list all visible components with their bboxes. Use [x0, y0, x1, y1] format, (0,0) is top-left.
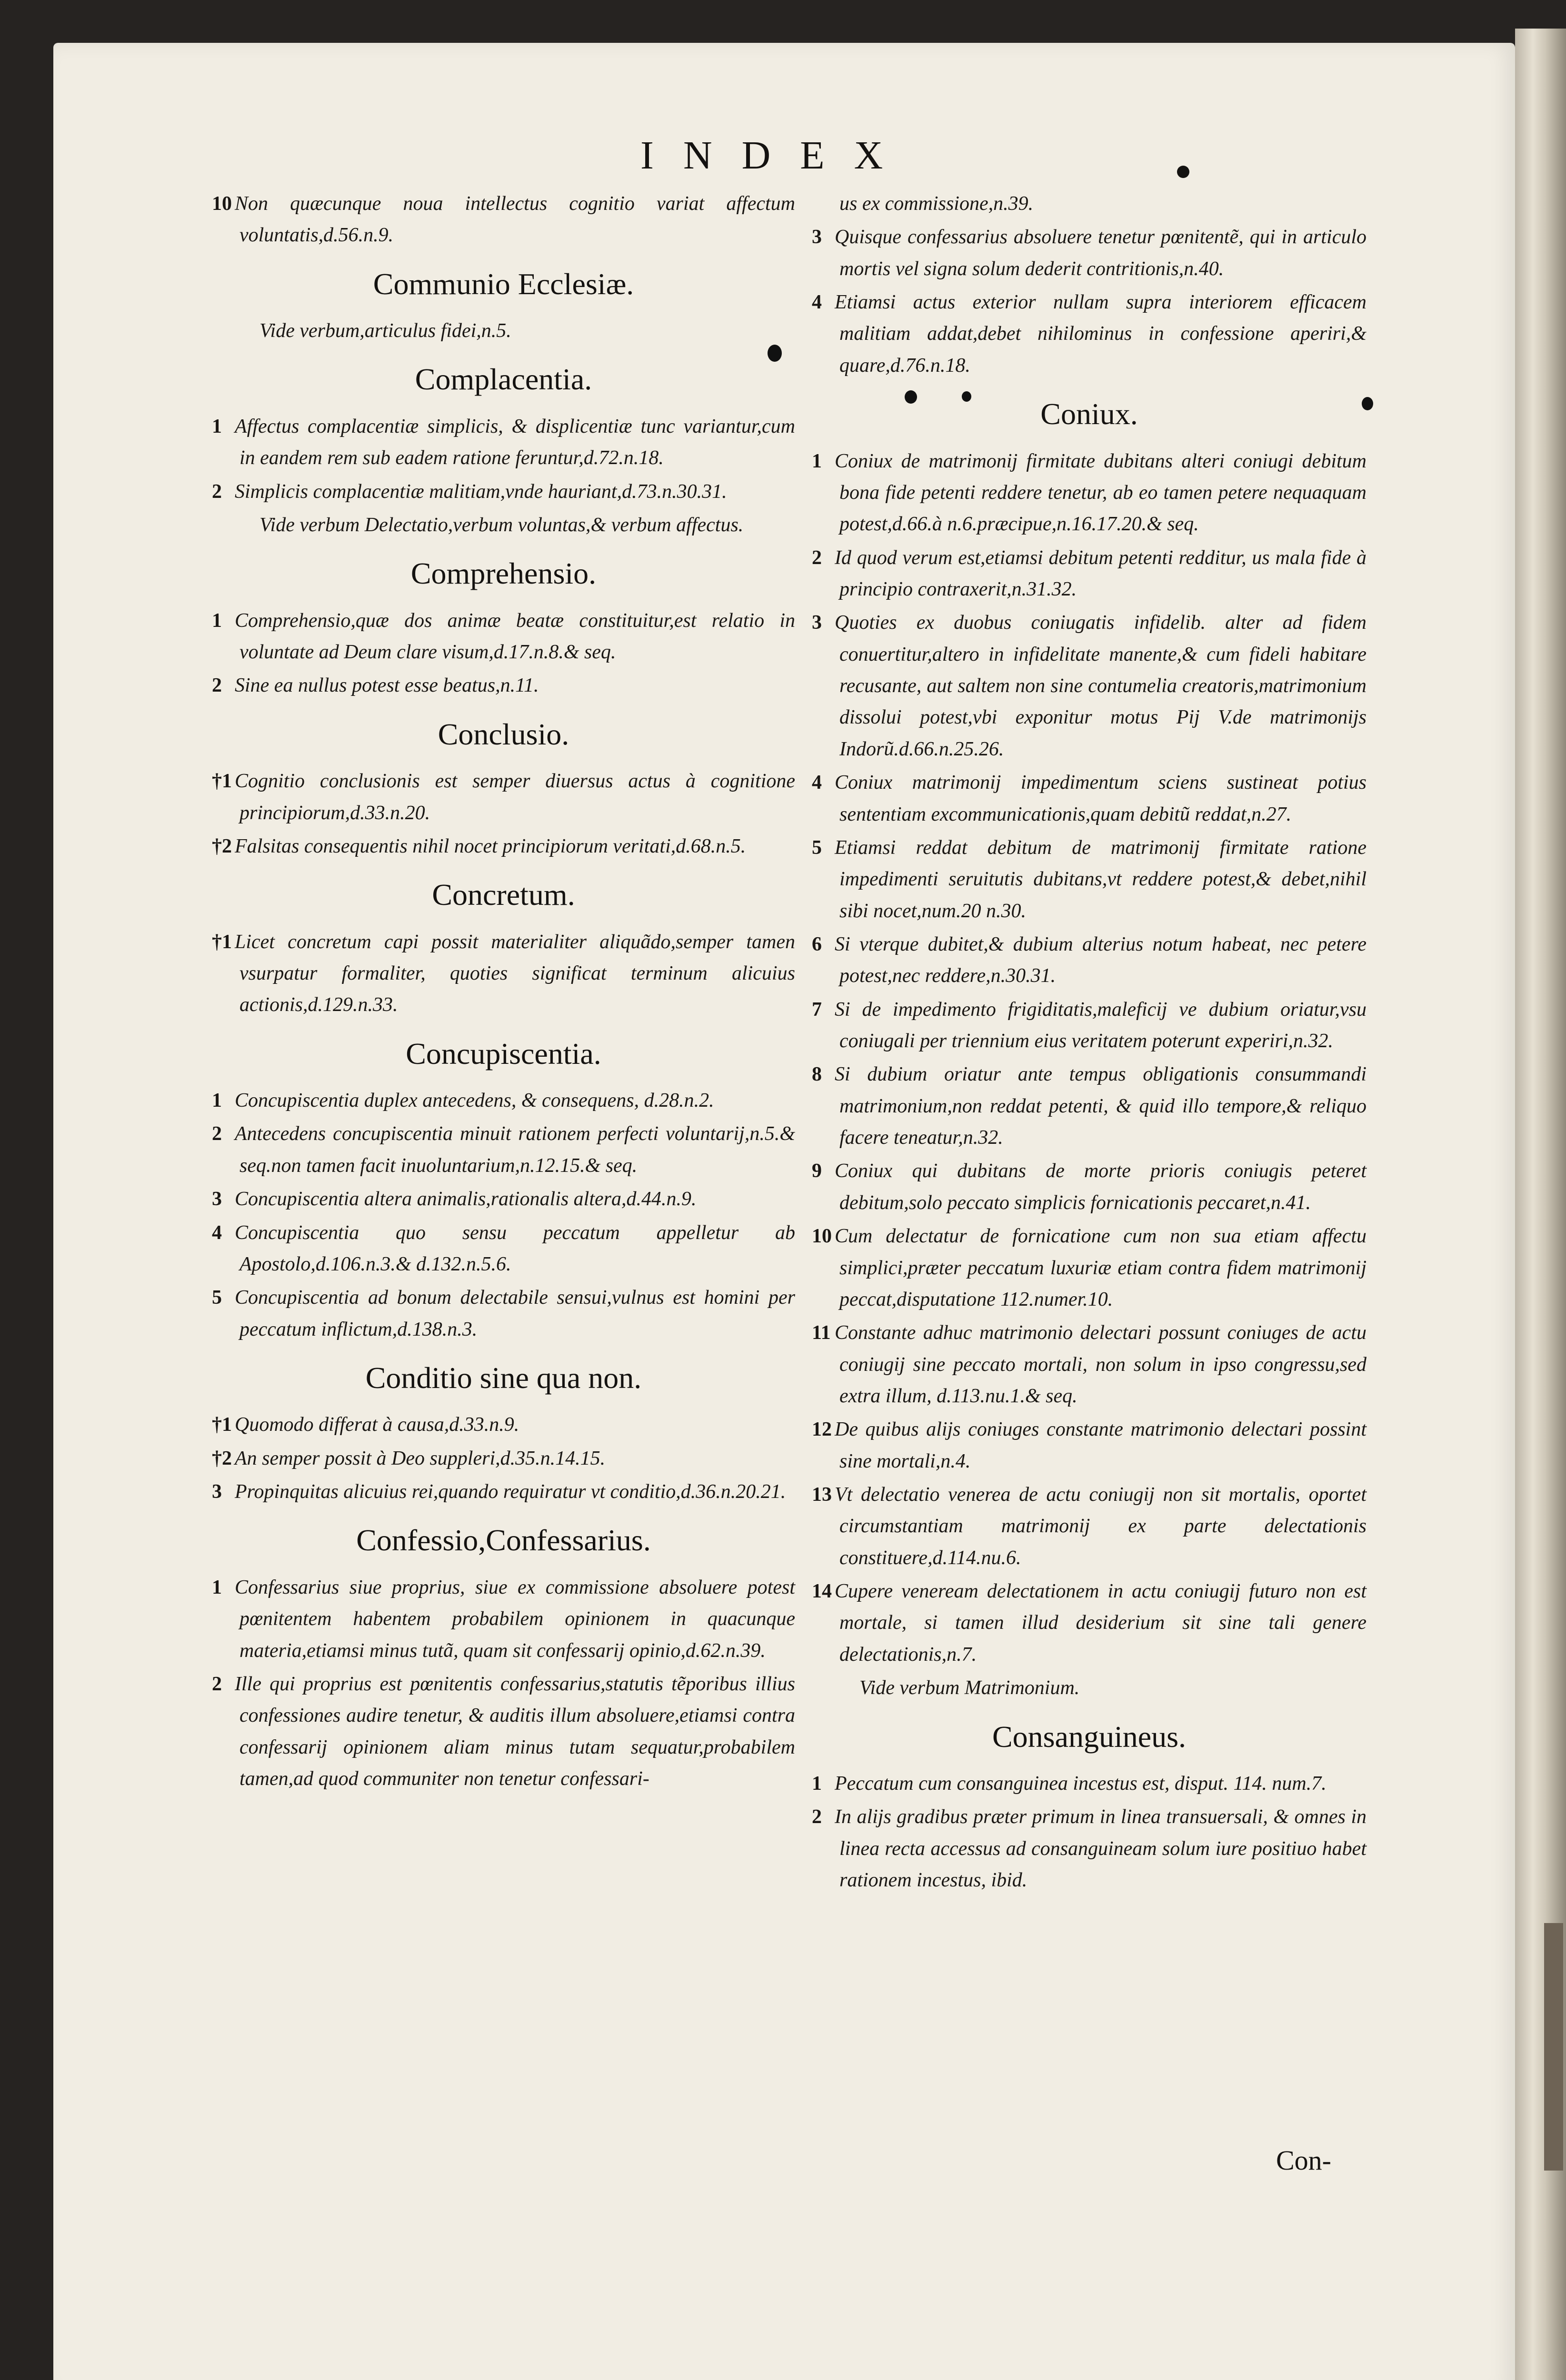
entry-text: Cum delectatur de fornicatione cum non sua etiam affectu simplici,præter peccatum luxuriæ etiam contra fidem matrimonij peccat,disputatione 112.numer.10. [835, 1225, 1367, 1310]
entry-text: Peccatum cum consanguinea incestus est, disput. 114. num.7. [835, 1772, 1327, 1795]
index-entry [212, 1282, 795, 1345]
entry-text: Licet concretum capi possit materialiter aliquãdo,semper tamen vsurpatur formaliter, quoties significat terminum alicuius actionis,d.129.n.33. [235, 931, 795, 1016]
ink-blot [905, 390, 917, 404]
entry-text: Cognitio conclusionis est semper diuersus actus à cognitione principiorum,d.33.n.20. [235, 770, 795, 824]
index-heading: Concretum. [432, 878, 575, 912]
entry-number: 2 [212, 480, 222, 503]
entry-number: 12 [812, 1418, 832, 1441]
entry-text: Vide verbum,articulus fidei,n.5. [259, 320, 511, 342]
entry-number: 10 [812, 1225, 832, 1248]
entry-number: 14 [812, 1580, 832, 1603]
entry-text: In alijs gradibus præter primum in linea transuersali, & omnes in linea recta accessus ad consanguineam solum iure positiuo habet rationem incestus, ibid. [835, 1806, 1367, 1892]
right-column [812, 188, 1367, 1898]
entry-text: us ex commissione,n.39. [839, 193, 1034, 215]
entry-text: An semper possit à Deo suppleri,d.35.n.14.15. [235, 1447, 606, 1469]
entry-text: Id quod verum est,etiamsi debitum petenti redditur, us mala fide à principio contraxerit,n.31.32. [835, 546, 1367, 600]
entry-number: †2 [212, 1447, 232, 1469]
entry-text: Vide verbum Delectatio,verbum voluntas,& verbum affectus. [259, 514, 744, 536]
index-entry [212, 765, 795, 829]
index-entry [812, 994, 1367, 1057]
entry-text: Antecedens concupiscentia minuit rationem perfecti voluntarij,n.5.& seq.non tamen facit inuoluntarium,n.12.15.& seq. [235, 1123, 795, 1177]
entry-text: Si dubium oriatur ante tempus obligationis consummandi matrimonium,non reddat petenti, & quid illo tempore,& reliquo facere teneatur,n.32. [835, 1063, 1367, 1149]
entry-number: 2 [812, 1806, 822, 1828]
entry-text: Cupere veneream delectationem in actu coniugij futuro non est mortale, si tamen illud desiderium sit sine tali genere delectationis,n.7. [835, 1580, 1367, 1666]
entry-number: 1 [812, 450, 822, 472]
left-column [212, 188, 795, 1796]
entry-text: Si de impedimento frigiditatis,maleficij ve dubium oriatur,vsu coniugali per triennium eius veritatem poterunt experiri,n.32. [835, 998, 1367, 1052]
entry-text: Concupiscentia quo sensu peccatum appelletur ab Apostolo,d.106.n.3.& d.132.n.5.6. [235, 1221, 795, 1275]
ink-blot [1362, 397, 1373, 410]
catchword: Con- [1276, 2145, 1331, 2176]
entry-text: Etiamsi actus exterior nullam supra interiorem efficacem malitiam addat,debet nihilominus in confessione aperiri,& quare,d.76.n.18. [835, 291, 1367, 377]
entry-text: Ille qui proprius est pœnitentis confessarius,statutis tẽporibus illius confessiones audire tenetur, & auditis illum absoluere,etiamsi contra confessarij opinionem aliam minus tutam sequatur,probabilem tamen,ad quod communiter non tenetur confessari- [235, 1673, 795, 1790]
entry-text: Affectus complacentiæ simplicis, & displicentiæ tunc variantur,cum in eandem rem sub eadem ratione feruntur,d.72.n.18. [235, 415, 795, 469]
index-entry [812, 1059, 1367, 1153]
index-entry [212, 1668, 795, 1795]
index-entry [212, 1572, 795, 1666]
index-entry [212, 411, 795, 474]
entry-text: Quoties ex duobus coniugatis infidelib. alter ad fidem conuertitur,altero in infidelitate manente,& cum fideli habitare recusante, aut saltem non sine contumelia creatoris,matrimonium dissolui potest,vbi exponitur motus Pij V.de matrimonijs Indorũ.d.66.n.25.26. [835, 612, 1367, 760]
entry-number: 4 [812, 291, 822, 314]
entry-number: 5 [812, 836, 822, 859]
entry-text: Propinquitas alicuius rei,quando requiratur vt conditio,d.36.n.20.21. [235, 1481, 786, 1503]
entry-number: 4 [812, 772, 822, 794]
entry-text: Concupiscentia altera animalis,rationalis altera,d.44.n.9. [235, 1188, 697, 1210]
index-heading: Consanguineus. [992, 1719, 1187, 1754]
entry-text: Coniux matrimonij impedimentum sciens sustineat potius sententiam excommunicationis,quam debitũ reddat,n.27. [835, 772, 1367, 825]
entry-number: †1 [212, 931, 232, 953]
index-entry [212, 1476, 795, 1507]
entry-number: 1 [212, 1576, 222, 1598]
index-entry [212, 605, 795, 668]
entry-number: 1 [812, 1772, 822, 1795]
entry-number: 2 [212, 1123, 222, 1145]
cross-reference [212, 509, 795, 541]
index-entry [212, 1409, 795, 1440]
cross-reference [212, 315, 795, 347]
index-entry [812, 287, 1367, 381]
index-entry [812, 1414, 1367, 1477]
index-entry [812, 446, 1367, 540]
entry-number: 1 [212, 1090, 222, 1112]
entry-number: 13 [812, 1484, 832, 1506]
entry-text: Vide verbum Matrimonium. [859, 1677, 1080, 1699]
entry-number: 2 [812, 546, 822, 569]
entry-number: †2 [212, 835, 232, 857]
entry-text: Vt delectatio venerea de actu coniugij non sit mortalis, oportet circumstantiam matrimonij ex parte delectationis constituere,d.114.nu.6. [835, 1484, 1367, 1569]
entry-text: Comprehensio,quæ dos animæ beatæ constituitur,est relatio in voluntate ad Deum clare visum,d.17.n.8.& seq. [235, 609, 795, 664]
entry-number: 2 [212, 1673, 222, 1695]
entry-number: 11 [812, 1322, 831, 1344]
binding-strip [1544, 1923, 1563, 2171]
ink-blot [962, 391, 971, 402]
index-entry [812, 1317, 1367, 1412]
entry-number: 2 [212, 674, 222, 697]
entry-text: Confessarius siue proprius, siue ex commissione absoluere potest pœnitentem habentem probabilem opinionem in quacunque materia,etiamsi minus tutã, quam sit confessarij opinio,d.62.n.39. [235, 1576, 795, 1662]
index-entry [812, 542, 1367, 605]
entry-text: De quibus alijs coniuges constante matrimonio delectari possint sine mortali,n.4. [835, 1418, 1367, 1472]
entry-text: Coniux qui dubitans de morte prioris coniugis peteret debitum,solo peccato simplicis fornicationis peccaret,n.41. [835, 1160, 1367, 1214]
entry-text: Non quæcunque noua intellectus cognitio variat affectum voluntatis,d.56.n.9. [235, 193, 795, 247]
index-entry [812, 1220, 1367, 1315]
index-entry [212, 1085, 795, 1116]
entry-number: 3 [812, 226, 822, 248]
entry-number: 4 [212, 1221, 222, 1244]
index-entry [812, 1801, 1367, 1896]
ink-blot [768, 345, 782, 362]
index-entry [212, 926, 795, 1021]
entry-text: Sine ea nullus potest esse beatus,n.11. [235, 674, 539, 697]
entry-text: Quisque confessarius absoluere tenetur pœnitentẽ, qui in articulo mortis vel signa solum dederit contritionis,n.40. [835, 226, 1367, 280]
index-entry [212, 476, 795, 507]
entry-number: †1 [212, 1414, 232, 1436]
index-entry [812, 607, 1367, 765]
entry-number: 3 [812, 612, 822, 634]
entry-text: Coniux de matrimonij firmitate dubitans alteri coniugi debitum bona fide petenti reddere tenetur, ab eo tamen petere nequaquam potest,d.66.à n.6.præcipue,n.16.17.20.& seq. [835, 450, 1367, 536]
entry-number: 3 [212, 1188, 222, 1210]
entry-text: Falsitas consequentis nihil nocet principiorum veritati,d.68.n.5. [235, 835, 746, 857]
entry-number: 6 [812, 933, 822, 955]
entry-text: Quomodo differat à causa,d.33.n.9. [235, 1414, 519, 1436]
running-head: INDEX [640, 133, 913, 178]
entry-text: Concupiscentia ad bonum delectabile sensui,vulnus est homini per peccatum inflictum,d.138.n.3. [235, 1287, 795, 1340]
index-entry [812, 1479, 1367, 1574]
index-heading: Complacentia. [415, 362, 592, 397]
index-heading: Comprehensio. [410, 556, 597, 591]
index-heading: Communio Ecclesiæ. [373, 267, 634, 301]
index-heading: Concupiscentia. [406, 1036, 601, 1071]
entry-number: 9 [812, 1160, 822, 1182]
index-entry [812, 1155, 1367, 1219]
entry-number: 3 [212, 1481, 222, 1503]
entry-number: †1 [212, 770, 232, 793]
index-entry [812, 767, 1367, 830]
index-entry [212, 1443, 795, 1474]
entry-text: Constante adhuc matrimonio delectari possunt coniuges de actu coniugij sine peccato mortali, non solum in ipso congressu,sed extra illum, d.113.nu.1.& seq. [835, 1322, 1367, 1407]
facing-page-edge [1515, 29, 1566, 2380]
entry-number: 1 [212, 415, 222, 437]
index-heading: Conditio sine qua non. [365, 1360, 642, 1395]
index-entry [812, 221, 1367, 285]
ink-dot [1177, 166, 1189, 178]
entry-number: 10 [212, 193, 232, 215]
index-heading: Confessio,Confessarius. [356, 1523, 651, 1557]
index-entry [812, 832, 1367, 927]
index-entry [212, 831, 795, 862]
entry-text: Etiamsi reddat debitum de matrimonij firmitate ratione impedimenti seruitutis dubitans,vt reddere potest,& debet,nihil sibi nocet,num.20 n.30. [835, 836, 1367, 922]
index-entry [812, 1576, 1367, 1670]
entry-text: Si vterque dubitet,& dubium alterius notum habeat, nec petere potest,nec reddere,n.30.31. [835, 933, 1367, 987]
index-entry [212, 1217, 795, 1280]
index-entry [212, 1118, 795, 1181]
entry-text: Concupiscentia duplex antecedens, & consequens, d.28.n.2. [235, 1090, 714, 1112]
entry-number: 1 [212, 609, 222, 632]
entry-text: Simplicis complacentiæ malitiam,vnde hauriant,d.73.n.30.31. [235, 480, 727, 503]
index-entry [212, 670, 795, 701]
index-entry [212, 1183, 795, 1215]
index-entry [812, 929, 1367, 992]
entry-number: 7 [812, 998, 822, 1021]
entry-continuation [812, 188, 1367, 219]
entry-number: 8 [812, 1063, 822, 1086]
index-entry [812, 1768, 1367, 1799]
entry-number: 5 [212, 1287, 222, 1309]
index-entry [212, 188, 795, 251]
cross-reference [812, 1672, 1367, 1704]
index-heading: Conclusio. [438, 717, 569, 751]
index-heading: Coniux. [1040, 397, 1138, 431]
